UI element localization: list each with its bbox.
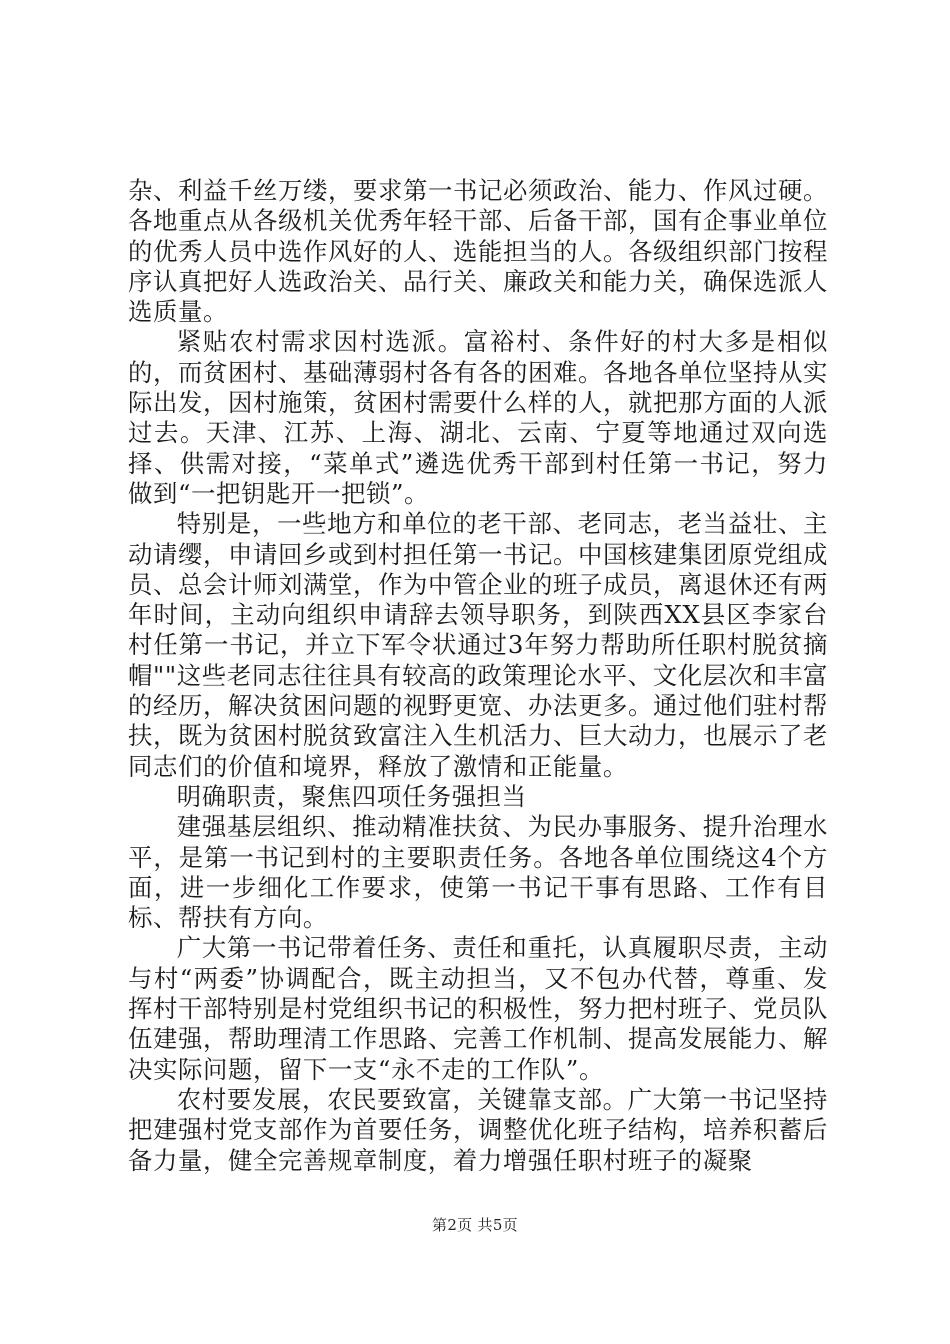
paragraph-2: 紧贴农村需求因村选派。富裕村、条件好的村大多是相似的，而贫困村、基础薄弱村各有各的困难。各地各单位坚持从实际出发，因村施策，贫困村需要什么样的人，就把那方面的人派过去。天津、江苏、上海、湖北、云南、宁夏等地通过双向选择、供需对接，“菜单式”遴选优秀干部到村任第一书记，努力做到“一把钥匙开一把锁”。 — [128, 327, 828, 508]
document-body — [128, 176, 828, 1176]
paragraph-7: 农村要发展，农民要致富，关键靠支部。广大第一书记坚持把建强村党支部作为首要任务，调整优化班子结构，培养积蓄后备力量，健全完善规章制度，着力增强任职村班子的凝聚 — [128, 1084, 828, 1175]
paragraph-6: 广大第一书记带着任务、责任和重托，认真履职尽责，主动与村“两委”协调配合，既主动担当，又不包办代替，尊重、发挥村干部特别是村党组织书记的积极性，努力把村班子、党员队伍建强，帮助理清工作思路、完善工作机制、提高发展能力、解决实际问题，留下一支“永不走的工作队”。 — [128, 933, 828, 1084]
section-heading: 明确职责，聚焦四项任务强担当 — [176, 781, 527, 811]
paragraph-5: 建强基层组织、推动精准扶贫、为民办事服务、提升治理水平，是第一书记到村的主要职责任务。各地各单位围绕这4个方面，进一步细化工作要求，使第一书记干事有思路、工作有目标、帮扶有方向。 — [128, 812, 828, 933]
page-number-footer: 第2页 共5页 — [432, 1216, 518, 1234]
paragraph-1: 杂、利益千丝万缕，要求第一书记必须政治、能力、作风过硬。各地重点从各级机关优秀年轻干部、后备干部，国有企事业单位的优秀人员中选作风好的人、选能担当的人。各级组织部门按程序认真把好人选政治关、品行关、廉政关和能力关，确保选派人选质量。 — [128, 176, 828, 327]
paragraph-3: 特别是，一些地方和单位的老干部、老同志，老当益壮、主动请缨，申请回乡或到村担任第一书记。中国核建集团原党组成员、总会计师刘满堂，作为中管企业的班子成员，离退休还有两年时间，主动向组织申请辞去领导职务，到陕西XX县区李家台村任第一书记，并立下军令状通过3年努力帮助所任职村脱贫摘帽""这些老同志往往具有较高的政策理论水平、文化层次和丰富的经历，解决贫困问题的视野更宽、办法更多。通过他们驻村帮扶，既为贫困村脱贫致富注入生机活力、巨大动力，也展示了老同志们的价值和境界，释放了激情和正能量。 — [128, 509, 828, 781]
